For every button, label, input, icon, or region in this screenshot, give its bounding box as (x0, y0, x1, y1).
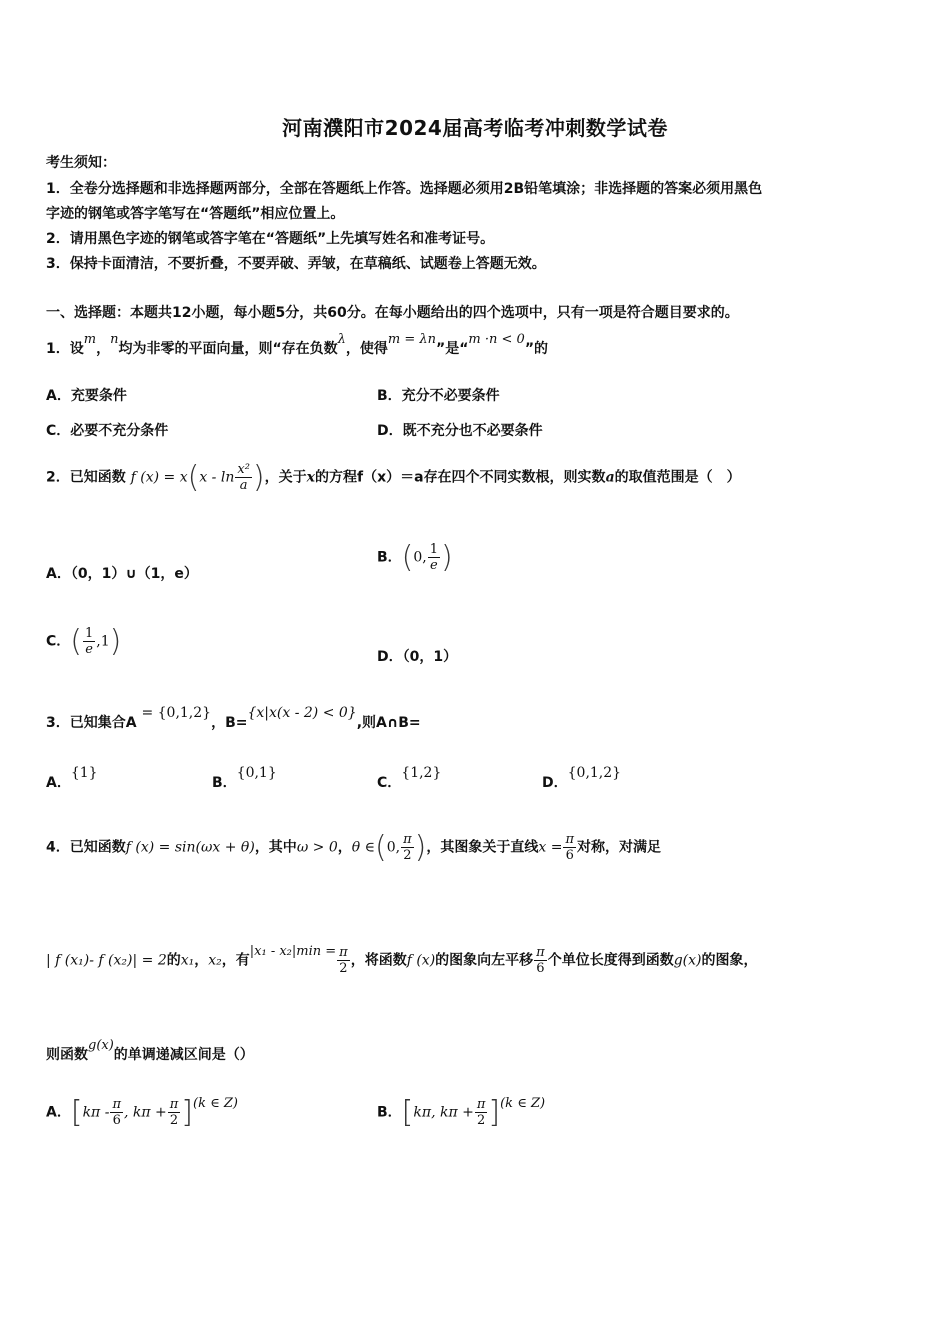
q3-option-b: B．{0,1} (212, 765, 277, 791)
q1-option-d: D．既不充分也不必要条件 (377, 423, 543, 439)
question-4-line-3: 则函数g(x)的单调递减区间是（） (46, 1038, 254, 1063)
notice-item-3: 3．保持卡面清洁，不要折叠，不要弄破、弄皱，在草稿纸、试题卷上答题无效。 (46, 256, 546, 272)
fraction-x2-over-a: $\frac{\text{x²}}{a}$ (237, 462, 250, 493)
question-1: 1．设m，n均为非零的平面向量，则“存在负数λ，使得m = λn”是“m ·n < 0”的 (46, 332, 549, 357)
q4-option-b: B．[kπ, kπ + $\frac{\pi}{2}$ ](k ∈ Z) (377, 1095, 546, 1130)
q3-option-d: D．{0,1,2} (542, 765, 622, 791)
notice-item-2: 2．请用黑色字迹的钢笔或答字笔在“答题纸”上先填写姓名和准考证号。 (46, 231, 495, 247)
q3-option-c: C．{1,2} (377, 765, 442, 791)
q4-option-a: A．[kπ - $\frac{\pi}{6}$ , kπ + $\frac{\pi}{2}$ ](k ∈ Z) (46, 1095, 238, 1130)
equation-m-eq-lambda-n: m = λn (387, 332, 437, 347)
q2-option-a: A．（0，1）∪（1，e） (46, 566, 198, 582)
function-f: f (x) = x (130, 469, 188, 486)
equation-dot-product: m ·n < 0 (468, 332, 525, 347)
q2-option-d: D．（0，1） (377, 649, 458, 665)
q2-option-c: C．( $\frac{1}{e}$ ,1) (46, 624, 122, 659)
var-lambda: λ (337, 332, 346, 347)
function-sin: f (x) = sin(ωx + θ) (125, 839, 255, 856)
var-n: n (110, 332, 119, 347)
q3-option-a: A．{1} (46, 765, 98, 791)
question-3: 3．已知集合A = {0,1,2}，B={x|x(x - 2) < 0},则A∩B= (46, 705, 421, 731)
q1-option-c: C．必要不充分条件 (46, 423, 169, 439)
page-title: 河南濮阳市2024届高考临考冲刺数学试卷 (282, 116, 668, 140)
notice-item-1: 1．全卷分选择题和非选择题两部分，全部在答题纸上作答。选择题必须用2B铅笔填涂；非选择题的答案必须用黑色 (46, 181, 763, 197)
notice-item-1-cont: 字迹的钢笔或答字笔写在“答题纸”相应位置上。 (46, 206, 345, 222)
var-m: m (83, 332, 97, 347)
question-4: 4．已知函数f (x) = sin(ωx + θ)，其中ω > 0，θ ∈(0, $\frac{\pi}{2}$ )，其图象关于直线x = $\frac{\pi}{6}$ 对称，对满足 (46, 830, 661, 865)
notice-heading: 考生须知： (46, 155, 116, 171)
set-a: = {0,1,2} (141, 705, 212, 721)
set-b: {x|x(x - 2) < 0} (247, 705, 357, 721)
q1-option-b: B．充分不必要条件 (377, 388, 500, 404)
question-2: 2．已知函数 f (x) = x(x - ln $\frac{\text{x²}}{a}$ )，关于x的方程f（x）＝a存在四个不同实数根，则实数a的取值范围是（ ） (46, 460, 741, 495)
section-heading: 一、选择题：本题共12小题，每小题5分，共60分。在每小题给出的四个选项中，只有一项是符合题目要求的。 (46, 305, 739, 321)
question-4-line-2: | f (x₁)- f (x₂)| = 2的x₁，x₂，有|x₁ - x₂|min = $\frac{\pi}{2}$ ，将函数f (x)的图象向左平移 $\frac{\pi}{6}$ 个单位长度得到函数g(x)的图象， (46, 943, 758, 976)
q1-option-a: A．充要条件 (46, 388, 127, 404)
q2-option-b: B．(0, $\frac{1}{e}$ ) (377, 540, 453, 575)
